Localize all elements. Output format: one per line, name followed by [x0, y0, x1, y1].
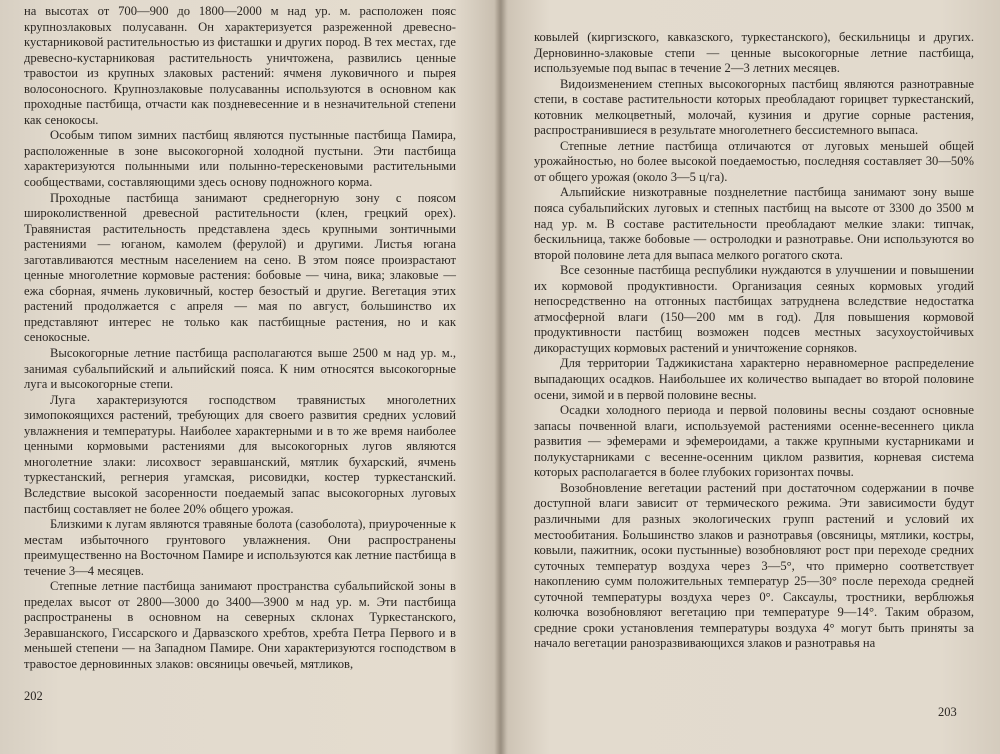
right-page: [508, 0, 1000, 754]
paragraph: на высотах от 700—900 до 1800—2000 м над ур. м. расположен пояс крупнозлаковых полусаванн. Он характеризуется разреженной древесно-кустарниковой растительностью из фисташки и других пород. В тех местах, где древесно-кустарниковая растительность уничтожена, развились ценные травостои из крупных злаковых растений: ячменя луковичного и пырея волосоносного. Крупнозлаковые полусаванны используются в основном как проходные пастбища, отчасти как поздневесенние и в незначительной степени как сенокосы.: [24, 4, 456, 127]
paragraph: Луга характеризуются господством травянистых многолетних зимопокоящихся растений, требующих для своего развития средних условий увлажнения и температуры. Наиболее характерными и в то же время наиболее ценными кормовыми растениями для высокогорных лугов являются многолетние злаки: лисохвост зеравшанский, мятлик бухарский, ячмень туркестанский, регнерия угамская, рисовидки, костер туркестанский. Вследствие высокой засоренности поедаемый запас высокогорных луговых пастбищ составляет не более 20% общего урожая.: [24, 392, 456, 516]
right-text-column: [534, 30, 974, 652]
book-gutter: [494, 0, 508, 754]
paragraph: Все сезонные пастбища республики нуждаются в улучшении и повышении их кормовой продуктивности. Организация сеяных кормовых угодий непосредственно на отгонных пастбищах затруднена вследствие недостатка атмосферной влаги (150—200 мм в год). Для повышения кормовой продуктивности пастбищ возможен подсев местных засухоустойчивых дикорастущих кормовых растений и уничтожение сорняков.: [534, 263, 974, 355]
paragraph: Проходные пастбища занимают среднегорную зону с поясом широколиственной древесной растительности (клен, грецкий орех). Травянистая растительность представлена здесь крупными зонтичными растениями — юганом, камолем (ферулой) и другими. Листья югана заготавливаются местным населением на сено. В этом поясе произрастают ценные многолетние кормовые растения: бобовые — чина, вика; злаковые — ежа сборная, ячмень луковичный, костер безостый и другие. Вегетация этих растений продолжается с апреля — мая по август, большинство их представляют интерес не только как пастбищные растения, но и как сенокосные.: [24, 190, 456, 345]
paragraph: Осадки холодного периода и первой половины весны создают основные запасы почвенной влаги, используемой растениями осенне-весеннего цикла развития — эфемерами и эфемероидами, а также крупными кустарниками и полукустарниками с весенне-осенним циклом развития, корневая система которых располагается в более глубоких горизонтах почвы.: [534, 403, 974, 480]
paragraph: Близкими к лугам являются травяные болота (сазоболота), приуроченные к местам избыточного грунтового увлажнения. Они распространены преимущественно на Восточном Памире и используются как летние пастбища в течение 3—4 месяцев.: [24, 517, 456, 578]
paragraph: Особым типом зимних пастбищ являются пустынные пастбища Памира, расположенные в зоне высокогорной холодной пустыни. Эти пастбища характеризуются полынными или полынно-терескеновыми растительными сообществами, составляющими здесь основу подножного корма.: [24, 128, 456, 190]
paragraph: ковылей (киргизского, кавказского, туркестанского), бескильницы и других. Дерновинно-злаковые степи — ценные высокогорные летние пастбища, используемые под выпас в течение 2—3 летних месяцев.: [534, 30, 974, 76]
page-number: 203: [938, 705, 957, 719]
page-number: 202: [24, 689, 43, 703]
paragraph: Возобновление вегетации растений при достаточном содержании в почве доступной влаги зависит от термического режима. Эти зависимости будут различными для разных экологических групп растений и условий их местообитания. Большинство злаков и разнотравья (овсяницы, мятлики, костры, ковыли, пажитник, осоки пустынные) возобновляют рост при переходе средних суточных температур воздуха через 3—5°, что примерно соответствует накоплению сумм положительных температур 25—30° после перехода средней суточной температуры воздуха через 0°. Саксаулы, тростники, верблюжья колючка возобновляют вегетацию при температуре 9—14°. Таким образом, средние сроки установления температуры воздуха 4° могут быть приняты за начало вегетации ранозразвивающихся злаков и разнотравья на: [534, 480, 974, 651]
paragraph: Видоизменением степных высокогорных пастбищ являются разнотравные степи, в составе растительности которых преобладают горицвет туркестанский, котовник мелкоцветный, молочай, кузиния и другие сорные растения, распространившиеся в результате многолетнего бессистемного выпаса.: [534, 76, 974, 138]
left-page: [0, 0, 494, 754]
paragraph: Для территории Таджикистана характерно неравномерное распределение выпадающих осадков. Наибольшее их количество выпадает во второй половине осени, зимой и в первой половине весны.: [534, 356, 974, 402]
paragraph: Степные летние пастбища отличаются от луговых меньшей общей урожайностью, но более высокой поедаемостью, последняя составляет 30—50% от общего урожая (около 3—5 ц/га).: [534, 138, 974, 184]
left-text-column: [24, 4, 456, 673]
paragraph: Альпийские низкотравные позднелетние пастбища занимают зону выше пояса субальпийских луговых и степных пастбищ на высоте от 3300 до 3500 м над ур. м. В составе растительности преобладают мелкие злаки: типчак, бескильница, также бобовые — остролодки и разнотравье. Они используются во второй половине лета для выпаса мелкого рогатого скота.: [534, 185, 974, 262]
paragraph: Степные летние пастбища занимают пространства субальпийской зоны в пределах высот от 2800—3000 до 3400—3900 м над ур. м. Эти пастбища распространены в основном на северных склонах Туркестанского, Зеравшанского, Гиссарского и Дарвазского хребтов, хребта Петра Первого и в меньшей степени — на Западном Памире. Они характеризуются господством в травостое дерновинных злаков: овсяницы овечьей, мятликов,: [24, 579, 456, 671]
paragraph: Высокогорные летние пастбища располагаются выше 2500 м над ур. м., занимая субальпийский и альпийский пояса. К ним относятся высокогорные луга и высокогорные степи.: [24, 346, 456, 392]
